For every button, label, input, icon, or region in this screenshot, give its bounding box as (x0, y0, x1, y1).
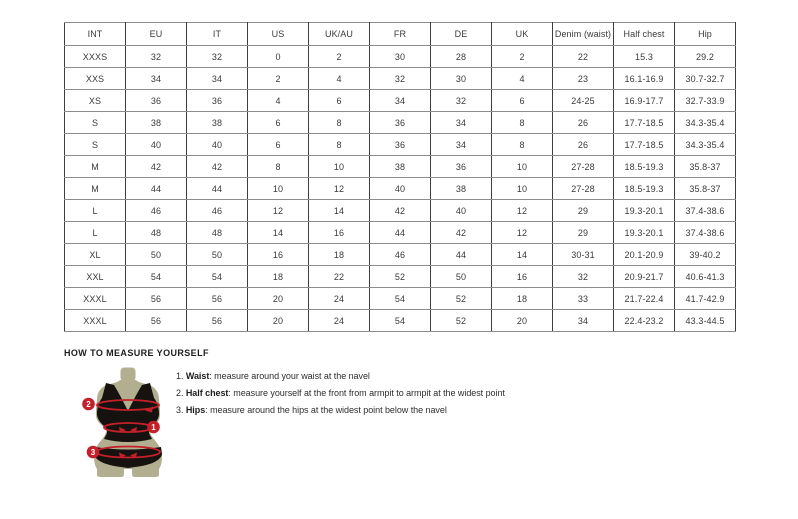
table-cell: 16.9-17.7 (614, 90, 675, 112)
table-cell: 38 (126, 112, 187, 134)
table-cell: 36 (431, 156, 492, 178)
table-cell: 42 (431, 222, 492, 244)
table-cell: 38 (431, 178, 492, 200)
table-cell: 46 (187, 200, 248, 222)
table-cell: 56 (187, 288, 248, 310)
table-row (65, 222, 736, 244)
column-header: FR (370, 23, 431, 46)
table-cell: 20 (492, 310, 553, 332)
table-cell: 34 (553, 310, 614, 332)
table-cell: 16 (492, 266, 553, 288)
table-cell: 16.1-16.9 (614, 68, 675, 90)
table-cell: 8 (248, 156, 309, 178)
table-row (65, 46, 736, 68)
table-cell: M (65, 178, 126, 200)
table-cell: 42 (126, 156, 187, 178)
table-cell: 44 (431, 244, 492, 266)
table-cell: 29 (553, 222, 614, 244)
table-cell: 4 (309, 68, 370, 90)
table-row (65, 134, 736, 156)
table-cell: 54 (126, 266, 187, 288)
column-header: IT (187, 23, 248, 46)
column-header: DE (431, 23, 492, 46)
table-cell: 14 (492, 244, 553, 266)
table-cell: 52 (370, 266, 431, 288)
table-cell: 33 (553, 288, 614, 310)
table-cell: 42 (187, 156, 248, 178)
column-header: EU (126, 23, 187, 46)
table-cell: 16 (248, 244, 309, 266)
table-cell: 10 (309, 156, 370, 178)
table-cell: 52 (431, 310, 492, 332)
table-cell: 2 (492, 46, 553, 68)
table-cell: 6 (248, 134, 309, 156)
table-cell: 14 (309, 200, 370, 222)
table-cell: 20 (248, 288, 309, 310)
table-cell: 8 (309, 134, 370, 156)
header-row (65, 23, 736, 46)
table-cell: XXL (65, 266, 126, 288)
table-cell: S (65, 112, 126, 134)
table-cell: 6 (248, 112, 309, 134)
badge-3-label: 3 (90, 448, 96, 457)
table-cell: 46 (126, 200, 187, 222)
table-cell: 16 (309, 222, 370, 244)
table-cell: 52 (431, 288, 492, 310)
table-cell: 32 (431, 90, 492, 112)
table-row (65, 200, 736, 222)
table-cell: 37.4-38.6 (675, 222, 736, 244)
table-cell: 22 (309, 266, 370, 288)
column-header: UK/AU (309, 23, 370, 46)
table-cell: 6 (492, 90, 553, 112)
table-cell: L (65, 200, 126, 222)
table-cell: 42 (370, 200, 431, 222)
size-table (64, 22, 736, 332)
table-cell: 14 (248, 222, 309, 244)
table-cell: 54 (370, 288, 431, 310)
table-cell: XXS (65, 68, 126, 90)
table-cell: 44 (370, 222, 431, 244)
table-cell: 24-25 (553, 90, 614, 112)
mannequin-illustration (80, 367, 180, 482)
table-cell: 38 (370, 156, 431, 178)
table-cell: 8 (492, 112, 553, 134)
table-cell: 8 (309, 112, 370, 134)
table-cell: 26 (553, 112, 614, 134)
table-cell: 30-31 (553, 244, 614, 266)
table-cell: 40 (187, 134, 248, 156)
table-cell: 6 (309, 90, 370, 112)
table-cell: 4 (248, 90, 309, 112)
table-cell: 4 (492, 68, 553, 90)
table-cell: 46 (370, 244, 431, 266)
table-cell: 10 (492, 178, 553, 200)
table-row (65, 112, 736, 134)
measure-heading: HOW TO MEASURE YOURSELF (64, 348, 209, 358)
table-cell: 18.5-19.3 (614, 156, 675, 178)
table-cell: 34 (187, 68, 248, 90)
table-row (65, 90, 736, 112)
column-header: UK (492, 23, 553, 46)
badge-1-label: 1 (151, 423, 156, 432)
table-row (65, 156, 736, 178)
table-cell: 30.7-32.7 (675, 68, 736, 90)
table-cell: 24 (309, 288, 370, 310)
table-cell: 56 (126, 310, 187, 332)
table-cell: 30 (431, 68, 492, 90)
table-cell: 44 (187, 178, 248, 200)
table-cell: 29 (553, 200, 614, 222)
table-cell: 12 (492, 222, 553, 244)
table-cell: S (65, 134, 126, 156)
table-cell: M (65, 156, 126, 178)
table-cell: 18 (248, 266, 309, 288)
table-cell: 29.2 (675, 46, 736, 68)
table-cell: 32 (187, 46, 248, 68)
table-cell: 0 (248, 46, 309, 68)
table-cell: XS (65, 90, 126, 112)
table-cell: 2 (309, 46, 370, 68)
measure-step-half-chest: 2. Half chest: measure yourself at the front from armpit to armpit at the widest point (176, 388, 505, 398)
table-cell: 41.7-42.9 (675, 288, 736, 310)
table-cell: 36 (126, 90, 187, 112)
table-cell: 22.4-23.2 (614, 310, 675, 332)
table-cell: 44 (126, 178, 187, 200)
table-cell: 20 (248, 310, 309, 332)
table-cell: 22 (553, 46, 614, 68)
table-cell: 54 (370, 310, 431, 332)
table-row (65, 310, 736, 332)
table-cell: 35.8-37 (675, 178, 736, 200)
table-cell: 48 (187, 222, 248, 244)
table-cell: 48 (126, 222, 187, 244)
table-cell: 19.3-20.1 (614, 200, 675, 222)
table-row (65, 178, 736, 200)
table-cell: L (65, 222, 126, 244)
table-row (65, 244, 736, 266)
table-cell: 12 (309, 178, 370, 200)
table-cell: 17.7-18.5 (614, 112, 675, 134)
table-cell: 19.3-20.1 (614, 222, 675, 244)
table-cell: 50 (126, 244, 187, 266)
table-cell: 34 (431, 134, 492, 156)
table-cell: 18 (492, 288, 553, 310)
table-cell: 10 (492, 156, 553, 178)
column-header: US (248, 23, 309, 46)
badge-2-label: 2 (86, 400, 91, 409)
table-cell: 34 (431, 112, 492, 134)
table-cell: 15.3 (614, 46, 675, 68)
table-cell: 36 (370, 134, 431, 156)
table-cell: 40 (431, 200, 492, 222)
table-cell: XXXS (65, 46, 126, 68)
table-cell: 10 (248, 178, 309, 200)
table-cell: 50 (431, 266, 492, 288)
table-cell: 34.3-35.4 (675, 134, 736, 156)
table-cell: 20.1-20.9 (614, 244, 675, 266)
table-cell: 8 (492, 134, 553, 156)
table-cell: 23 (553, 68, 614, 90)
table-cell: 40.6-41.3 (675, 266, 736, 288)
table-cell: 17.7-18.5 (614, 134, 675, 156)
table-cell: 56 (187, 310, 248, 332)
table-row (65, 288, 736, 310)
table-cell: XXXL (65, 288, 126, 310)
table-row (65, 266, 736, 288)
table-cell: 50 (187, 244, 248, 266)
measure-steps (176, 372, 505, 423)
table-cell: 38 (187, 112, 248, 134)
table-cell: 12 (248, 200, 309, 222)
table-cell: 34.3-35.4 (675, 112, 736, 134)
table-row (65, 68, 736, 90)
table-cell: 30 (370, 46, 431, 68)
table-cell: 39-40.2 (675, 244, 736, 266)
table-cell: 36 (187, 90, 248, 112)
table-cell: 32 (126, 46, 187, 68)
table-cell: XXXL (65, 310, 126, 332)
mannequin-neck (121, 368, 136, 382)
column-header: Hip (675, 23, 736, 46)
table-cell: 54 (187, 266, 248, 288)
measure-step-hips: 3. Hips: measure around the hips at the widest point below the navel (176, 405, 447, 415)
table-cell: 18.5-19.3 (614, 178, 675, 200)
table-cell: 56 (126, 288, 187, 310)
table-cell: 34 (370, 90, 431, 112)
table-cell: 24 (309, 310, 370, 332)
table-cell: 32.7-33.9 (675, 90, 736, 112)
table-cell: 2 (248, 68, 309, 90)
column-header: Half chest (614, 23, 675, 46)
table-cell: 20.9-21.7 (614, 266, 675, 288)
table-cell: 18 (309, 244, 370, 266)
table-cell: 12 (492, 200, 553, 222)
table-cell: 35.8-37 (675, 156, 736, 178)
table-cell: 34 (126, 68, 187, 90)
table-cell: 43.3-44.5 (675, 310, 736, 332)
table-cell: 27-28 (553, 156, 614, 178)
table-cell: 27-28 (553, 178, 614, 200)
table-cell: 37.4-38.6 (675, 200, 736, 222)
table-cell: 32 (553, 266, 614, 288)
table-cell: 40 (370, 178, 431, 200)
table-cell: 36 (370, 112, 431, 134)
measure-step-waist: 1. Waist: measure around your waist at the navel (176, 371, 370, 381)
table-cell: 32 (370, 68, 431, 90)
table-cell: 28 (431, 46, 492, 68)
table-cell: 21.7-22.4 (614, 288, 675, 310)
table-cell: 40 (126, 134, 187, 156)
mannequin-figure-icon (80, 367, 180, 482)
table-cell: XL (65, 244, 126, 266)
table-cell: 26 (553, 134, 614, 156)
column-header: Denim (waist) (553, 23, 614, 46)
column-header: INT (65, 23, 126, 46)
